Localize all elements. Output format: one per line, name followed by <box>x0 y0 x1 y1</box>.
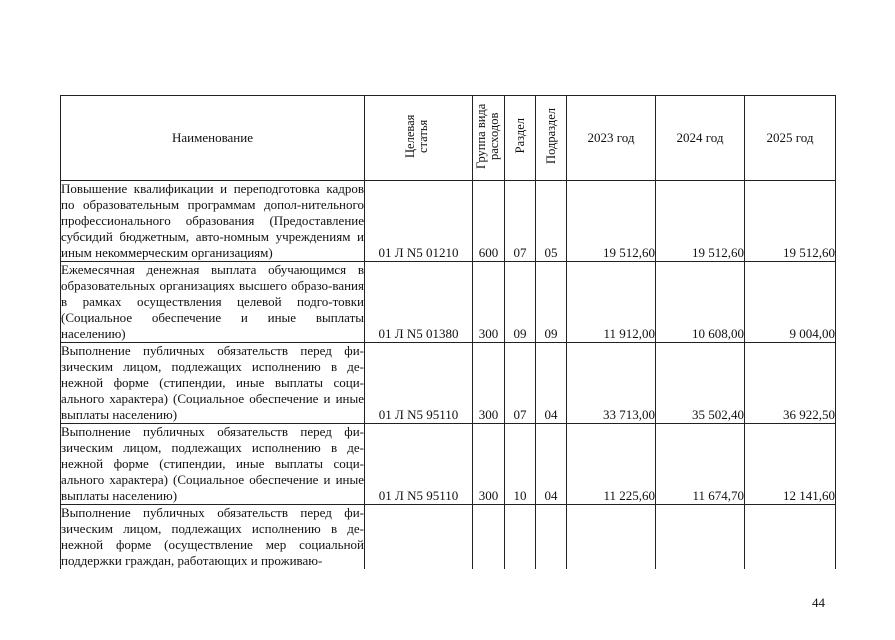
row-section: 07 <box>505 343 536 424</box>
header-section: Раздел <box>505 96 536 181</box>
row-2024: 10 608,00 <box>656 262 745 343</box>
table-row <box>61 424 836 505</box>
row-name: Выполнение публичных обязательств перед фи-зическим лицом, подлежащих исполнению в де-нежной форме (стипендии, иные выплаты соци-ального характера) (Социальное обеспечение и иные выплаты населению) <box>61 343 364 422</box>
header-name: Наименование <box>61 96 365 181</box>
row-name: Выполнение публичных обязательств перед фи-зическим лицом, подлежащих исполнению в де-нежной форме (стипендии, иные выплаты соци-ального характера) (Социальное обеспечение и иные выплаты населению) <box>61 424 364 503</box>
table-row <box>61 343 836 424</box>
row-subsection: 04 <box>536 424 567 505</box>
row-2024 <box>656 505 745 570</box>
row-subsection: 04 <box>536 343 567 424</box>
table-header-row <box>61 96 836 181</box>
row-2025: 19 512,60 <box>745 181 836 262</box>
row-expense-group: 300 <box>473 262 505 343</box>
row-2023: 19 512,60 <box>567 181 656 262</box>
row-2025 <box>745 505 836 570</box>
budget-table <box>60 95 836 569</box>
row-2025: 9 004,00 <box>745 262 836 343</box>
header-target-article: Целевая статья <box>365 96 473 181</box>
row-section: 07 <box>505 181 536 262</box>
row-2023: 11 912,00 <box>567 262 656 343</box>
row-2024: 19 512,60 <box>656 181 745 262</box>
row-subsection <box>536 505 567 570</box>
row-expense-group: 600 <box>473 181 505 262</box>
row-2024: 35 502,40 <box>656 343 745 424</box>
row-subsection: 05 <box>536 181 567 262</box>
row-2025: 36 922,50 <box>745 343 836 424</box>
row-2023: 11 225,60 <box>567 424 656 505</box>
page-number: 44 <box>812 595 825 610</box>
header-subsection: Подраздел <box>536 96 567 181</box>
row-target-article <box>365 505 473 570</box>
row-section: 09 <box>505 262 536 343</box>
header-2024: 2024 год <box>656 96 745 181</box>
table-row <box>61 505 836 570</box>
row-section: 10 <box>505 424 536 505</box>
row-subsection: 09 <box>536 262 567 343</box>
row-target-article: 01 Л N5 01380 <box>365 262 473 343</box>
row-expense-group: 300 <box>473 343 505 424</box>
row-target-article: 01 Л N5 95110 <box>365 343 473 424</box>
row-2025: 12 141,60 <box>745 424 836 505</box>
row-2023: 33 713,00 <box>567 343 656 424</box>
header-expense-group: Группа вида расходов <box>473 96 505 181</box>
row-section <box>505 505 536 570</box>
row-2024: 11 674,70 <box>656 424 745 505</box>
row-name: Повышение квалификации и переподготовка кадров по образовательным программам допол-нительного профессионального образования (Предоставление субсидий бюджетным, авто-номным учреждениям и иным некоммерческим организациям) <box>61 181 364 260</box>
row-expense-group: 300 <box>473 424 505 505</box>
row-expense-group <box>473 505 505 570</box>
table-row <box>61 181 836 262</box>
row-name: Выполнение публичных обязательств перед фи-зическим лицом, подлежащих исполнению в де-нежной форме (осуществление мер социальной поддержки граждан, работающих и проживаю- <box>61 505 364 568</box>
row-target-article: 01 Л N5 01210 <box>365 181 473 262</box>
row-2023 <box>567 505 656 570</box>
table-row <box>61 262 836 343</box>
header-2025: 2025 год <box>745 96 836 181</box>
header-2023: 2023 год <box>567 96 656 181</box>
row-name: Ежемесячная денежная выплата обучающимся в образовательных организациях высшего образо-вания в рамках осуществления целевой подго-товки (Социальное обеспечение и иные выплаты населению) <box>61 262 364 341</box>
row-target-article: 01 Л N5 95110 <box>365 424 473 505</box>
